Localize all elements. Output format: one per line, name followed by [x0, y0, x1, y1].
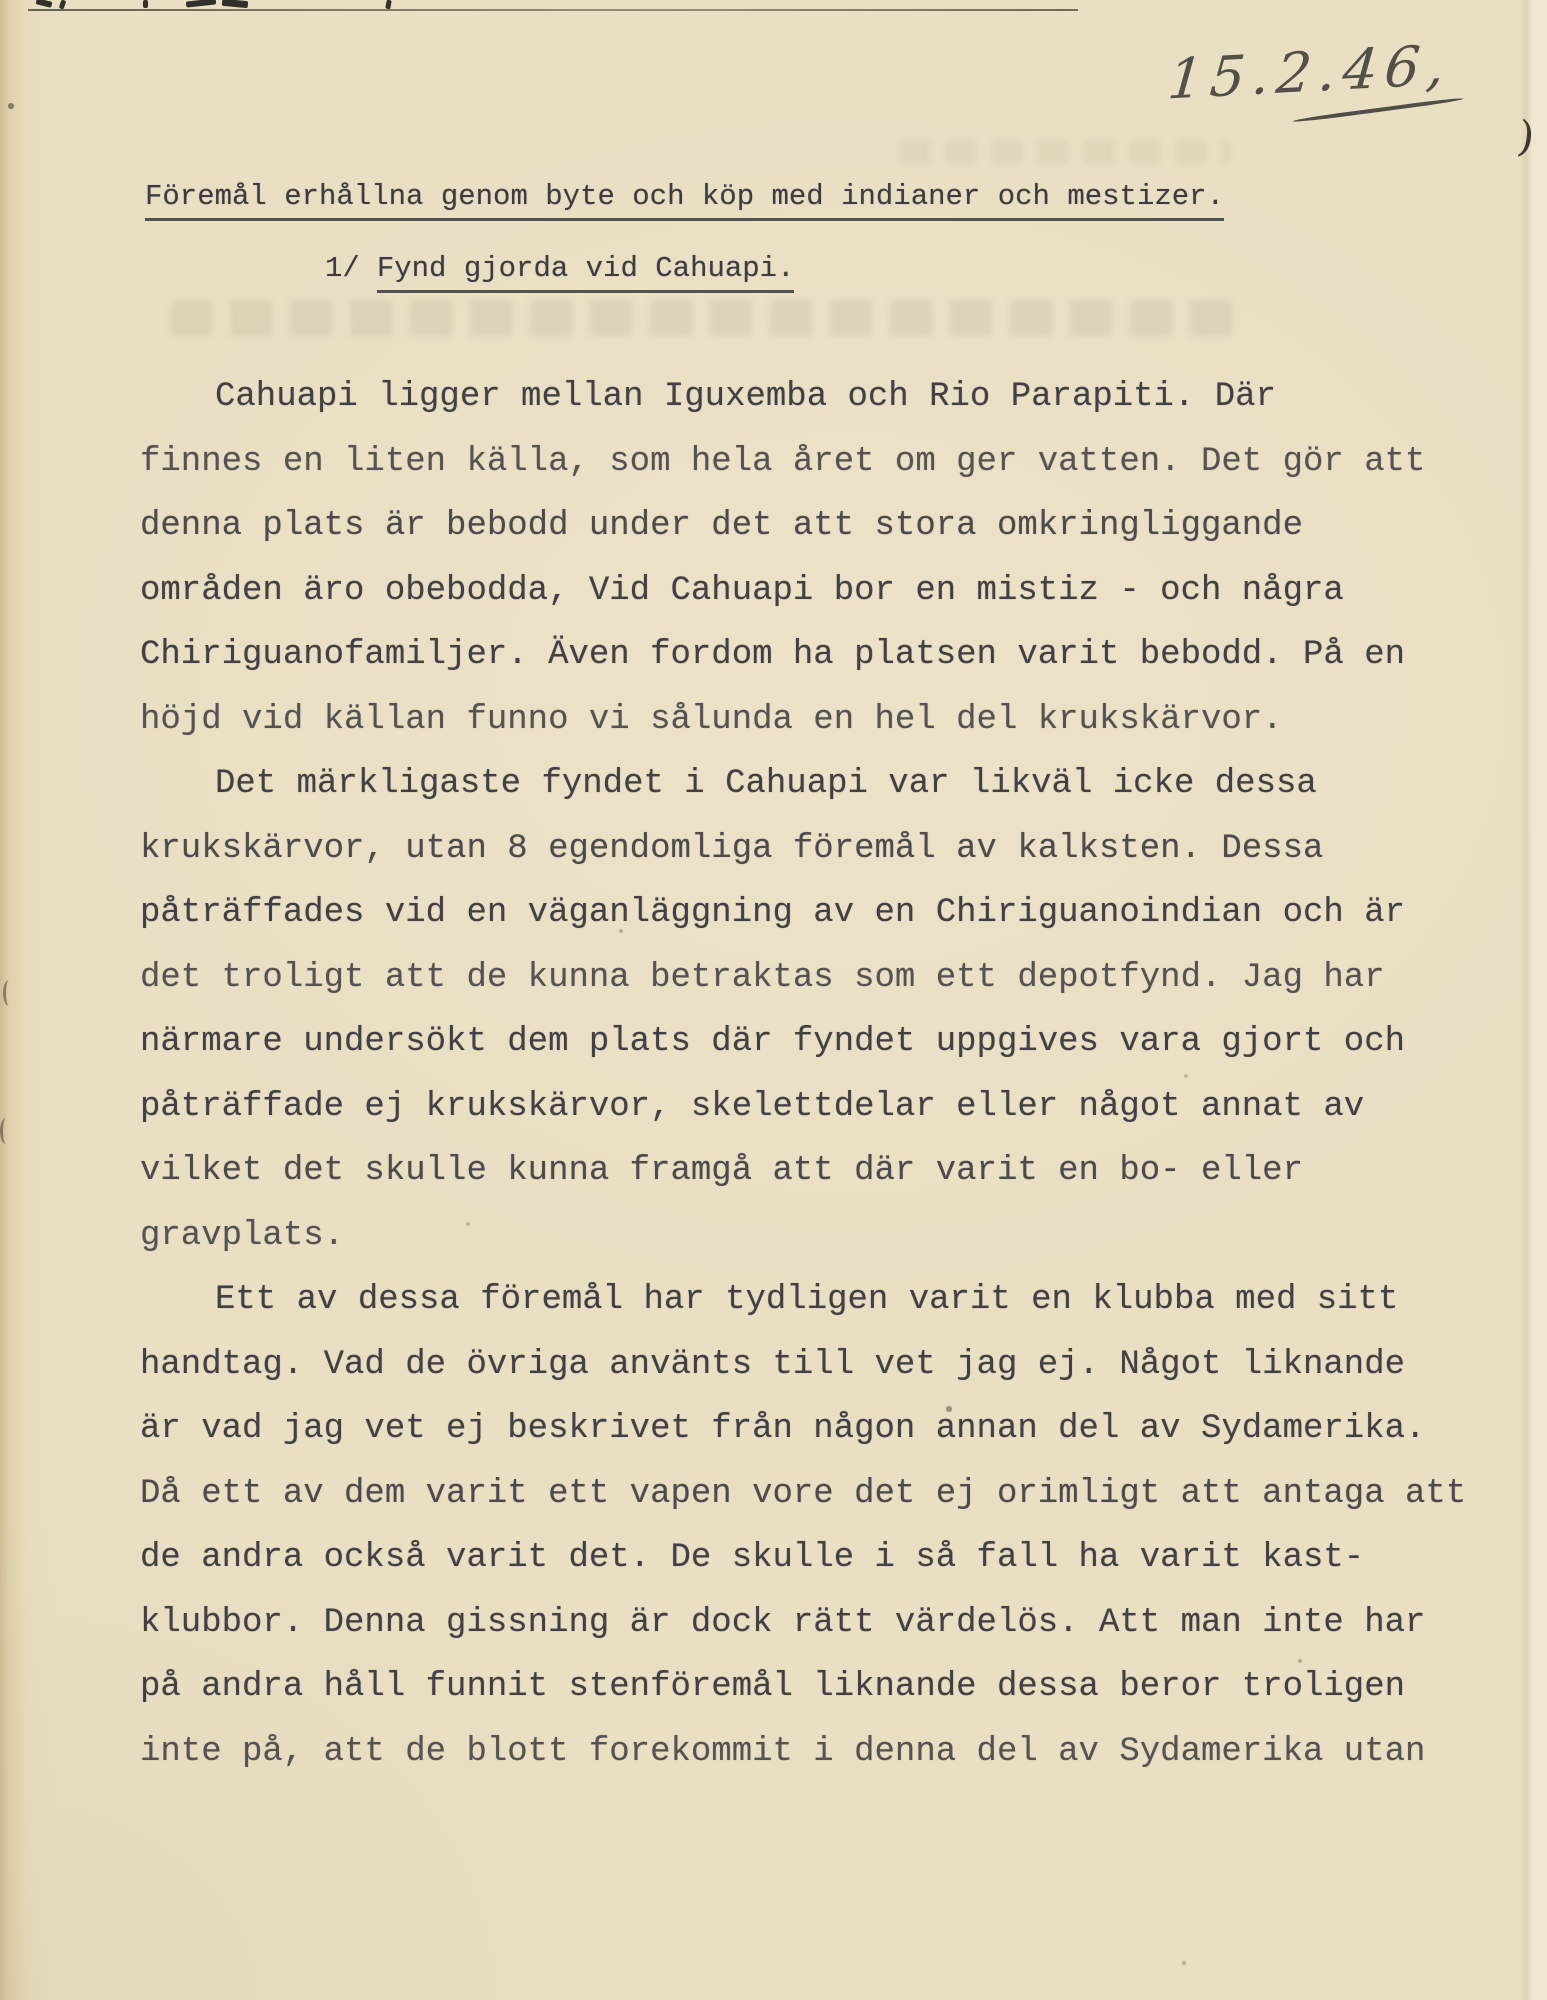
bleed-through-ghost: [900, 140, 1230, 164]
bleed-through-ghost: [170, 300, 1250, 336]
text-line: Då ett av dem varit ett vapen vore det ej orimligt att antaga att: [140, 1474, 1467, 1513]
text-line: på andra håll funnit stenföremål liknande dessa beror troligen: [140, 1668, 1406, 1706]
text-line: krukskärvor, utan 8 egendomliga föremål av kalksten. Dessa: [140, 829, 1324, 868]
text-line: områden äro obebodda, Vid Cahuapi bor en mistiz - och några: [140, 571, 1344, 610]
ink-fragment: [143, 0, 148, 8]
section-number: 1/: [325, 252, 360, 285]
document-title-text: Föremål erhållna genom byte och köp med indianer och mestizer.: [145, 180, 1224, 221]
text-line: Det märkligaste fyndet i Cahuapi var likväl icke dessa: [215, 765, 1317, 803]
document-body: [140, 365, 1480, 1784]
text-line: närmare undersökt dem plats där fyndet uppgives vara gjort och: [140, 1023, 1406, 1061]
ink-fragment: [222, 0, 249, 8]
text-line: är vad jag vet ej beskrivet från någon annan del av Sydamerika.: [140, 1410, 1426, 1448]
text-line: påträffades vid en väganläggning av en Chiriguanoindian och är: [140, 894, 1406, 932]
text-line: höjd vid källan funno vi sålunda en hel del krukskärvor.: [140, 700, 1283, 739]
text-line: de andra också varit det. De skulle i så fall ha varit kast-: [140, 1539, 1365, 1577]
top-edge-rule: [28, 9, 1078, 11]
document-title: [145, 180, 1224, 213]
text-line: påträffade ej krukskärvor, skelettdelar eller något annat av: [140, 1087, 1365, 1126]
ink-fragment: [385, 0, 391, 9]
text-line: det troligt att de kunna betraktas som ett depotfynd. Jag har: [140, 958, 1385, 997]
text-line: Ett av dessa föremål har tydligen varit en klubba med sitt: [215, 1281, 1399, 1319]
text-line: Chiriguanofamiljer. Även fordom ha platsen varit bebodd. På en: [140, 636, 1406, 674]
text-line: klubbor. Denna gissning är dock rätt värdelös. Att man inte har: [140, 1603, 1426, 1642]
text-line: Cahuapi ligger mellan Iguxemba och Rio Parapiti. Där: [215, 378, 1276, 416]
text-line: finnes en liten källa, som hela året om ger vatten. Det gör att: [140, 442, 1426, 481]
handwritten-date: 15.2.46,: [1165, 32, 1455, 112]
section-heading: [325, 252, 794, 285]
margin-mark: [3, 980, 15, 1006]
text-line: denna plats är bebodd under det att stora omkringliggande: [140, 507, 1303, 545]
section-title-text: Fynd gjorda vid Cahuapi.: [377, 252, 795, 293]
margin-mark: [0, 1118, 12, 1144]
ink-fragment: [36, 0, 53, 8]
page-edge-mark: ): [1514, 111, 1538, 162]
dust-specks: [0, 0, 2, 2]
ink-fragment: [186, 0, 216, 8]
text-line: gravplats.: [140, 1216, 345, 1255]
text-line: vilket det skulle kunna framgå att där varit en bo- eller: [140, 1152, 1303, 1190]
text-line: inte på, att de blott forekommit i denna del av Sydamerika utan: [140, 1732, 1426, 1771]
text-line: handtag. Vad de övriga använts till vet jag ej. Något liknande: [140, 1345, 1406, 1384]
